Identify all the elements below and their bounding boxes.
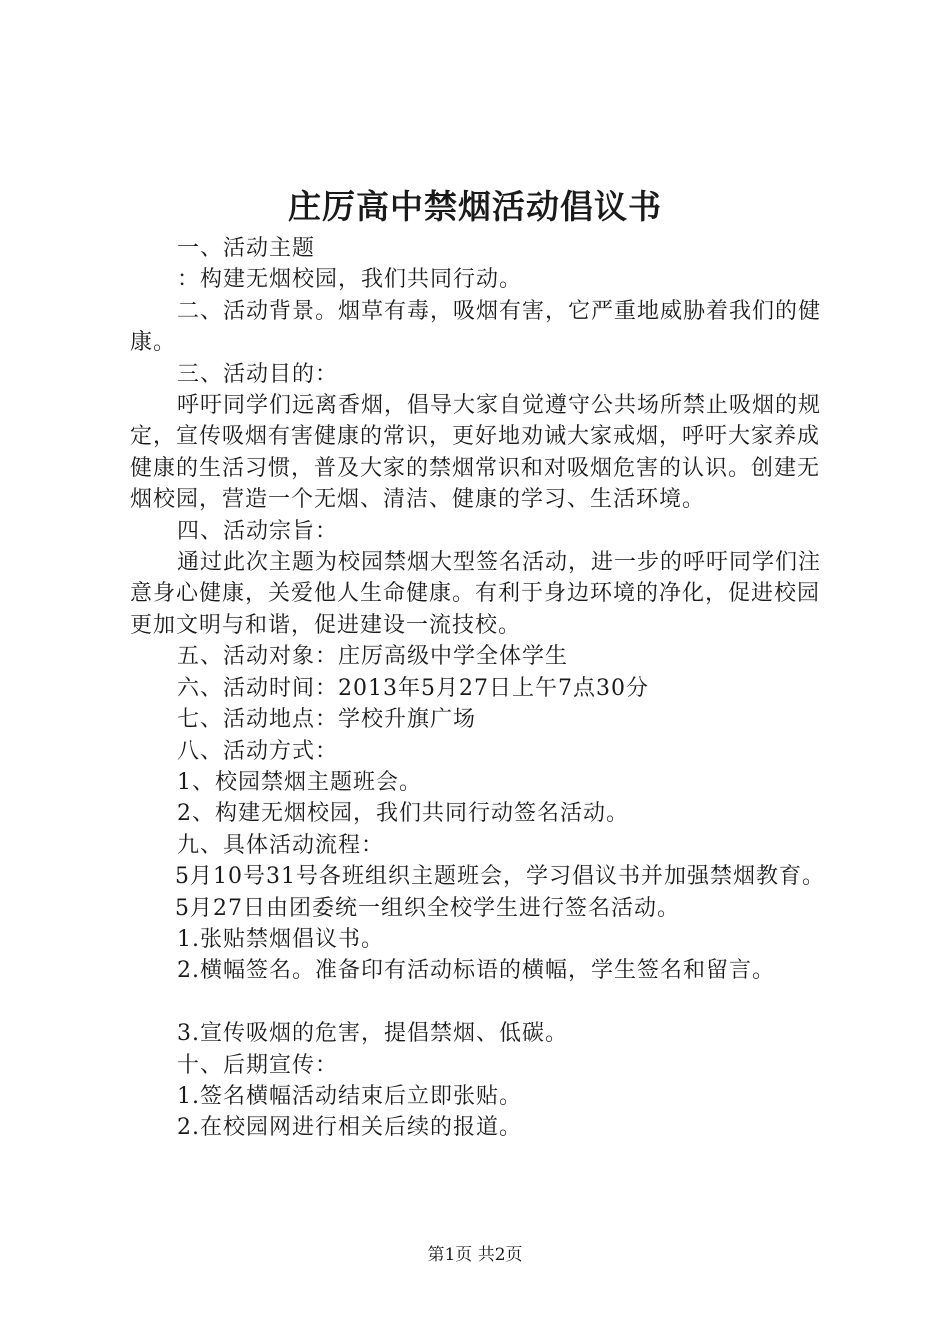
paragraph-theme-content: ：构建无烟校园，我们共同行动。 [177,267,523,293]
section-heading-location: 七、活动地点：学校升旗广场 [177,707,477,733]
list-item-method-1: 1、校园禁烟主题班会。 [177,769,422,795]
list-item-process-2: 2.横幅签名。准备印有活动标语的横幅，学生签名和留言。 [177,958,775,984]
list-item-process-1: 1.张贴禁烟倡议书。 [177,926,384,952]
list-item-publicity-2: 2.在校园网进行相关后续的报道。 [177,1115,522,1141]
section-heading-process: 九、具体活动流程： [177,832,385,858]
section-heading-time: 六、活动时间：2013年5月27日上午7点30分 [177,675,649,701]
page-number-footer: 第1页 共2页 [427,1245,523,1265]
paragraph-process-1: 5月10号31号各班组织主题班会，学习倡议书并加强禁烟教育。 [175,864,825,890]
list-item-publicity-1: 1.签名横幅活动结束后立即张贴。 [177,1083,522,1109]
section-heading-purpose: 三、活动目的： [177,361,339,387]
paragraph-process-2: 5月27日由团委统一组织全校学生进行签名活动。 [175,895,680,921]
section-heading-method: 八、活动方式： [177,738,339,764]
list-item-method-2: 2、构建无烟校园，我们共同行动签名活动。 [177,801,629,827]
section-heading-publicity: 十、后期宣传： [177,1052,339,1078]
blank-line [130,987,835,1018]
section-heading-target: 五、活动对象：庄厉高级中学全体学生 [177,644,569,670]
section-heading-theme: 一、活动主题 [177,236,316,261]
paragraph-purpose-content: 呼吁同学们远离香烟，倡导大家自觉遵守公共场所禁止吸烟的规定，宣传吸烟有害健康的常识，更好地劝诫大家戒烟，呼吁大家养成健康的生活习惯，普及大家的禁烟常识和对吸烟危害的认识。创建无烟校园，营造一个无烟、清洁、健康的学习、生活环境。 [130,393,822,513]
paragraph-aim-content: 通过此次主题为校园禁烟大型签名活动，进一步的呼吁同学们注意身心健康，关爱他人生命健康。有利于身边环境的净化，促进校园更加文明与和谐，促进建设一流技校。 [130,550,822,638]
section-heading-aim: 四、活动宗旨： [177,518,339,544]
section-heading-background: 二、活动背景。烟草有毒，吸烟有害，它严重地威胁着我们的健康。 [130,298,822,356]
document-title: 庄厉高中禁烟活动倡议书 [288,187,662,226]
list-item-process-3: 3.宣传吸烟的危害，提倡禁烟、低碳。 [177,1021,568,1047]
document-body [130,233,835,1144]
